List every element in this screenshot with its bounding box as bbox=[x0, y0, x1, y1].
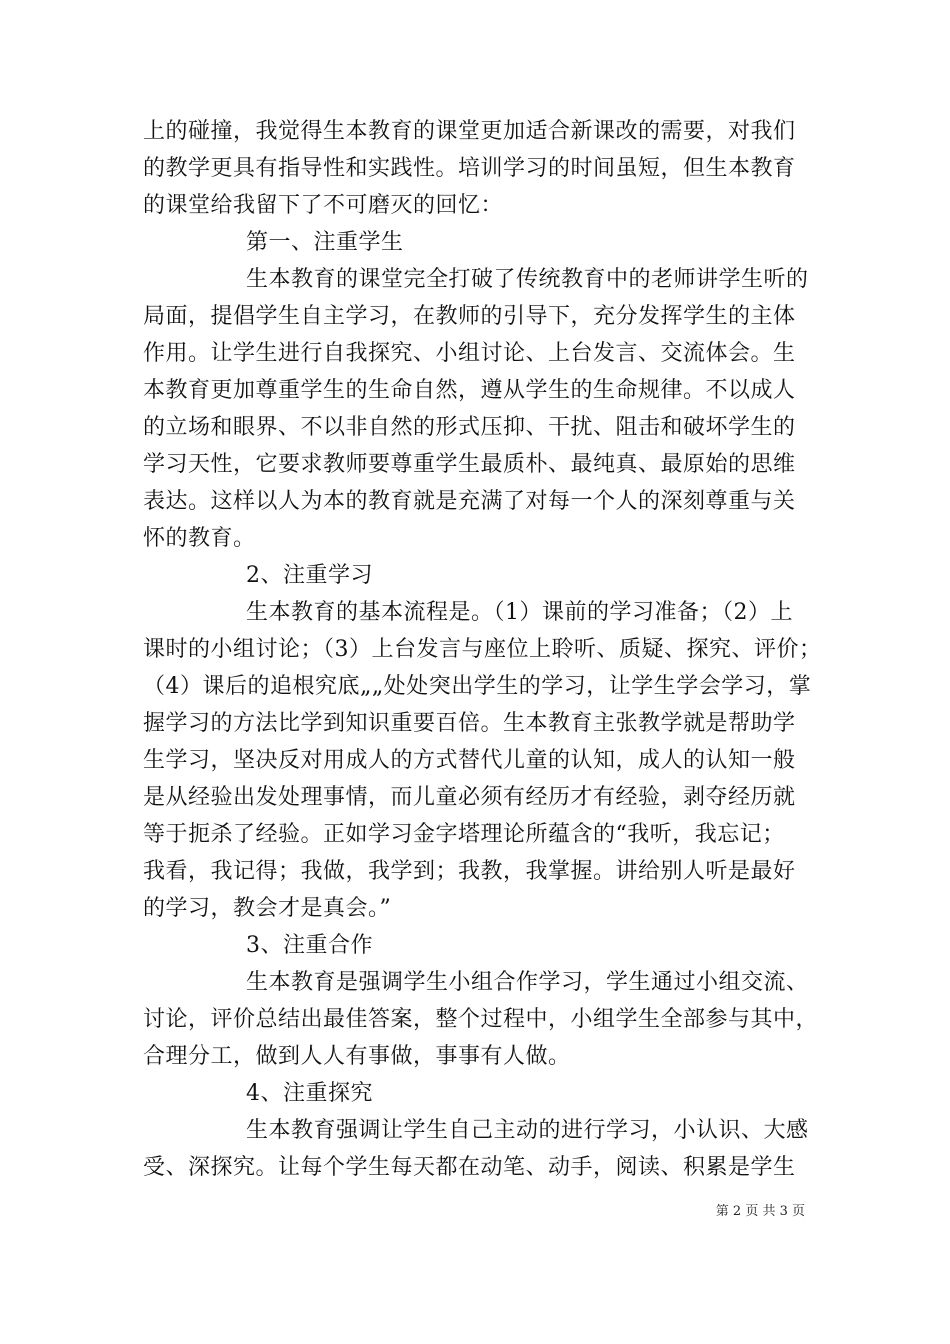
paragraph-line: 学习天性，它要求教师要尊重学生最质朴、最纯真、最原始的思维 bbox=[143, 452, 796, 477]
paragraph-line: 表达。这样以人为本的教育就是充满了对每一个人的深刻尊重与关 bbox=[143, 489, 796, 514]
paragraph-line-indented: 生本教育的基本流程是。（1）课前的学习准备；（2）上 bbox=[246, 600, 793, 625]
paragraph-line: 生学习，坚决反对用成人的方式替代儿童的认知，成人的认知一般 bbox=[143, 748, 796, 773]
paragraph-line-indented: 生本教育是强调学生小组合作学习，学生通过小组交流、 bbox=[246, 970, 809, 995]
paragraph-line: 上的碰撞，我觉得生本教育的课堂更加适合新课改的需要，对我们 bbox=[143, 119, 796, 144]
paragraph-line-indented: 3、注重合作 bbox=[246, 933, 373, 958]
paragraph-line: 局面，提倡学生自主学习，在教师的引导下，充分发挥学生的主体 bbox=[143, 304, 796, 329]
paragraph-line: 怀的教育。 bbox=[143, 526, 256, 551]
page-number-footer: 第 2 页 共 3 页 bbox=[715, 1204, 805, 1219]
paragraph-line: 的学习，教会才是真会。” bbox=[143, 896, 392, 921]
paragraph-line: 本教育更加尊重学生的生命自然，遵从学生的生命规律。不以成人 bbox=[143, 378, 796, 403]
paragraph-line: 我看，我记得；我做，我学到；我教，我掌握。讲给别人听是最好 bbox=[143, 859, 796, 884]
paragraph-line: （4）课后的追根究底„„处处突出学生的学习，让学生学会学习，掌 bbox=[143, 674, 812, 699]
paragraph-line-indented: 4、注重探究 bbox=[246, 1081, 373, 1106]
paragraph-line: 的立场和眼界、不以非自然的形式压抑、干扰、阻击和破坏学生的 bbox=[143, 415, 796, 440]
paragraph-line: 握学习的方法比学到知识重要百倍。生本教育主张教学就是帮助学 bbox=[143, 711, 796, 736]
paragraph-line: 是从经验出发处理事情，而儿童必须有经历才有经验，剥夺经历就 bbox=[143, 785, 796, 810]
paragraph-line: 课时的小组讨论；（3）上台发言与座位上聆听、质疑、探究、评价； bbox=[143, 637, 822, 662]
document-body bbox=[143, 113, 822, 1186]
paragraph-line: 受、深探究。让每个学生每天都在动笔、动手，阅读、积累是学生 bbox=[143, 1155, 796, 1180]
paragraph-line: 等于扼杀了经验。正如学习金字塔理论所蕴含的“我听，我忘记； bbox=[143, 822, 785, 847]
paragraph-line-indented: 第一、注重学生 bbox=[246, 230, 404, 255]
paragraph-line-indented: 生本教育的课堂完全打破了传统教育中的老师讲学生听的 bbox=[246, 267, 809, 292]
paragraph-line: 合理分工，做到人人有事做，事事有人做。 bbox=[143, 1044, 571, 1069]
paragraph-line: 作用。让学生进行自我探究、小组讨论、上台发言、交流体会。生 bbox=[143, 341, 796, 366]
paragraph-line-indented: 2、注重学习 bbox=[246, 563, 373, 588]
paragraph-line: 的课堂给我留下了不可磨灭的回忆： bbox=[143, 193, 504, 218]
paragraph-line-indented: 生本教育强调让学生自己主动的进行学习，小认识、大感 bbox=[246, 1118, 809, 1143]
paragraph-line: 讨论，评价总结出最佳答案，整个过程中，小组学生全部参与其中， bbox=[143, 1007, 819, 1032]
paragraph-line: 的教学更具有指导性和实践性。培训学习的时间虽短，但生本教育 bbox=[143, 156, 796, 181]
